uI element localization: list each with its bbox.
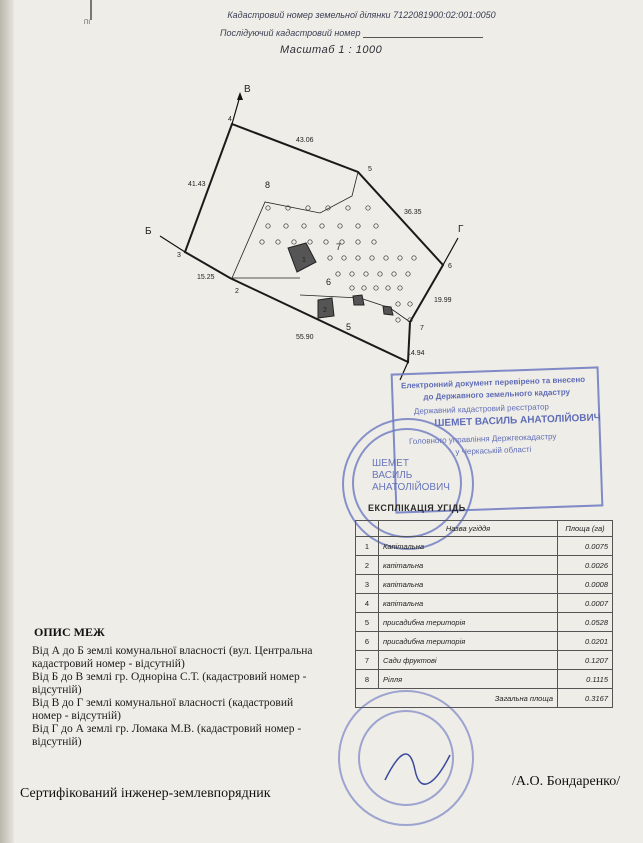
row-number: 4 — [356, 594, 379, 613]
row-name: Рілля — [379, 670, 558, 689]
tree-symbol — [266, 224, 270, 228]
tree-symbol — [378, 272, 382, 276]
tree-symbol — [350, 272, 354, 276]
arrow-g — [443, 238, 458, 265]
tree-symbol — [356, 256, 360, 260]
table-row — [356, 651, 613, 670]
row-area: 0.0528 — [558, 613, 613, 632]
table-row — [356, 613, 613, 632]
tree-symbol — [350, 286, 354, 290]
total-row — [356, 689, 613, 708]
tree-symbol — [398, 256, 402, 260]
arrow-v-head — [237, 92, 243, 100]
arrow-v — [232, 96, 240, 124]
parcel-number-6: 6 — [326, 277, 332, 287]
row-name: капітальна — [379, 556, 558, 575]
point-5: 5 — [368, 166, 372, 173]
parcel-number-8: 8 — [265, 180, 271, 190]
row-name: присадибна територія — [379, 632, 558, 651]
row-area: 0.0075 — [558, 537, 613, 556]
row-number: 3 — [356, 575, 379, 594]
parcel-number-5: 5 — [346, 322, 352, 332]
corner-label-v: В — [244, 84, 251, 95]
tree-symbol — [336, 272, 340, 276]
tree-symbol — [392, 272, 396, 276]
tree-symbol — [396, 302, 400, 306]
parcel-number-1: 1 — [302, 257, 306, 264]
tree-symbol — [302, 224, 306, 228]
parcel-number-7: 7 — [336, 242, 342, 252]
table-row — [356, 556, 613, 575]
tree-symbol — [412, 256, 416, 260]
tree-symbol — [406, 272, 410, 276]
col-area: Площа (га) — [558, 521, 613, 537]
boundary-line: Від А до Б землі комунальної власності (вул. Центральна кадастровий номер - відсутній) — [32, 645, 313, 670]
corner-mark: ПІ — [84, 20, 90, 26]
boundaries-description — [32, 645, 317, 749]
explication-table — [355, 520, 613, 708]
next-cadastral-number: Послідуючий кадастровий номер — [30, 28, 643, 38]
tree-symbol — [338, 224, 342, 228]
stamp-line: ШЕМЕТ ВАСИЛЬ АНАТОЛІЙОВИЧ — [434, 412, 601, 430]
orchard-trees — [260, 206, 416, 322]
tree-symbol — [408, 302, 412, 306]
row-number: 7 — [356, 651, 379, 670]
point-6: 6 — [448, 263, 452, 270]
row-area: 0.0026 — [558, 556, 613, 575]
map-scale: Масштаб 1 : 1000 — [280, 44, 383, 56]
row-area: 0.0201 — [558, 632, 613, 651]
tree-symbol — [366, 206, 370, 210]
boundary-line: Від Г до А землі гр. Ломака М.В. (кадастровий номер - відсутній) — [32, 723, 302, 748]
tree-symbol — [276, 240, 280, 244]
tree-symbol — [306, 206, 310, 210]
tree-symbol — [346, 206, 350, 210]
tree-symbol — [320, 224, 324, 228]
tree-symbol — [284, 224, 288, 228]
stamp-line: Головного управління Держгеокадастру — [408, 431, 557, 447]
tree-symbol — [356, 240, 360, 244]
col-name: Назва угіддя — [379, 521, 558, 537]
stamp-line: Електронний документ перевірено та внесено — [400, 374, 586, 391]
row-area: 0.0007 — [558, 594, 613, 613]
tree-symbol — [386, 286, 390, 290]
seal-name: ШЕМЕТ ВАСИЛЬ АНАТОЛІЙОВИЧ — [372, 458, 450, 493]
total-value: 0.3167 — [558, 689, 613, 708]
parcel-number-2: 2 — [323, 307, 327, 314]
row-area: 0.0008 — [558, 575, 613, 594]
corner-label-g: Г — [458, 224, 464, 235]
tree-symbol — [370, 256, 374, 260]
signature-scribble — [380, 740, 460, 790]
row-name: капітальна — [379, 594, 558, 613]
point-4: 4 — [228, 116, 232, 123]
engineer-name: /А.О. Бондаренко/ — [512, 774, 621, 789]
row-number: 1 — [356, 537, 379, 556]
row-area: 0.1115 — [558, 670, 613, 689]
tree-symbol — [292, 240, 296, 244]
tree-symbol — [364, 272, 368, 276]
table-row — [356, 575, 613, 594]
tree-symbol — [328, 256, 332, 260]
row-name: присадибна територія — [379, 613, 558, 632]
table-row — [356, 594, 613, 613]
tree-symbol — [374, 224, 378, 228]
tree-symbol — [372, 240, 376, 244]
engineer-role: Сертифікований інженер-землевпорядник — [20, 786, 271, 801]
building-4 — [383, 306, 393, 315]
boundaries-title: ОПИС МЕЖ — [34, 625, 105, 639]
table-row — [356, 670, 613, 689]
row-number: 6 — [356, 632, 379, 651]
row-number: 8 — [356, 670, 379, 689]
edge-length: 36.35 — [404, 209, 422, 216]
point-7: 7 — [420, 325, 424, 332]
stamp-line: у Черкаській області — [455, 444, 532, 457]
row-name: капітальна — [379, 575, 558, 594]
boundary-line: Від Б до В землі гр. Одноріна С.Т. (кадастровий номер - відсутній) — [32, 671, 307, 696]
tree-symbol — [342, 256, 346, 260]
cadastral-number: Кадастровий номер земельної ділянки 7122081900:02:001:0050 — [227, 10, 496, 20]
edge-length: 19.99 — [434, 297, 452, 304]
corner-label-b: Б — [145, 226, 152, 237]
tree-symbol — [266, 206, 270, 210]
tree-symbol — [260, 240, 264, 244]
table-row — [356, 537, 613, 556]
table-row — [356, 632, 613, 651]
row-number: 5 — [356, 613, 379, 632]
point-2: 2 — [235, 288, 239, 295]
stamp-line: до Державного земельного кадастру — [423, 387, 571, 402]
edge-length: 15.25 — [197, 274, 215, 281]
row-name: Капітальна — [379, 537, 558, 556]
row-area: 0.1207 — [558, 651, 613, 670]
edge-length: 55.90 — [296, 334, 314, 341]
boundary-line: Від В до Г землі комунальної власності (кадастровий номер - відсутній) — [32, 697, 294, 722]
col-number — [356, 521, 379, 537]
tree-symbol — [362, 286, 366, 290]
tree-symbol — [384, 256, 388, 260]
arrow-b — [160, 236, 185, 252]
tree-symbol — [398, 286, 402, 290]
building-3 — [353, 295, 364, 305]
tree-symbol — [356, 224, 360, 228]
tree-symbol — [396, 318, 400, 322]
stamp-line: Державний кадастровий реєстратор — [413, 402, 550, 416]
row-name: Сади фруктові — [379, 651, 558, 670]
total-label: Загальна площа — [356, 689, 558, 708]
tree-symbol — [308, 240, 312, 244]
explication-title: ЕКСПЛІКАЦІЯ УГІДЬ — [368, 503, 466, 513]
edge-length: 41.43 — [188, 181, 206, 188]
point-3: 3 — [177, 252, 181, 259]
row-number: 2 — [356, 556, 379, 575]
edge-length: 43.06 — [296, 137, 314, 144]
parcel-boundary — [185, 124, 443, 362]
tree-symbol — [374, 286, 378, 290]
edge-length: 14.94 — [407, 350, 425, 357]
tree-symbol — [324, 240, 328, 244]
